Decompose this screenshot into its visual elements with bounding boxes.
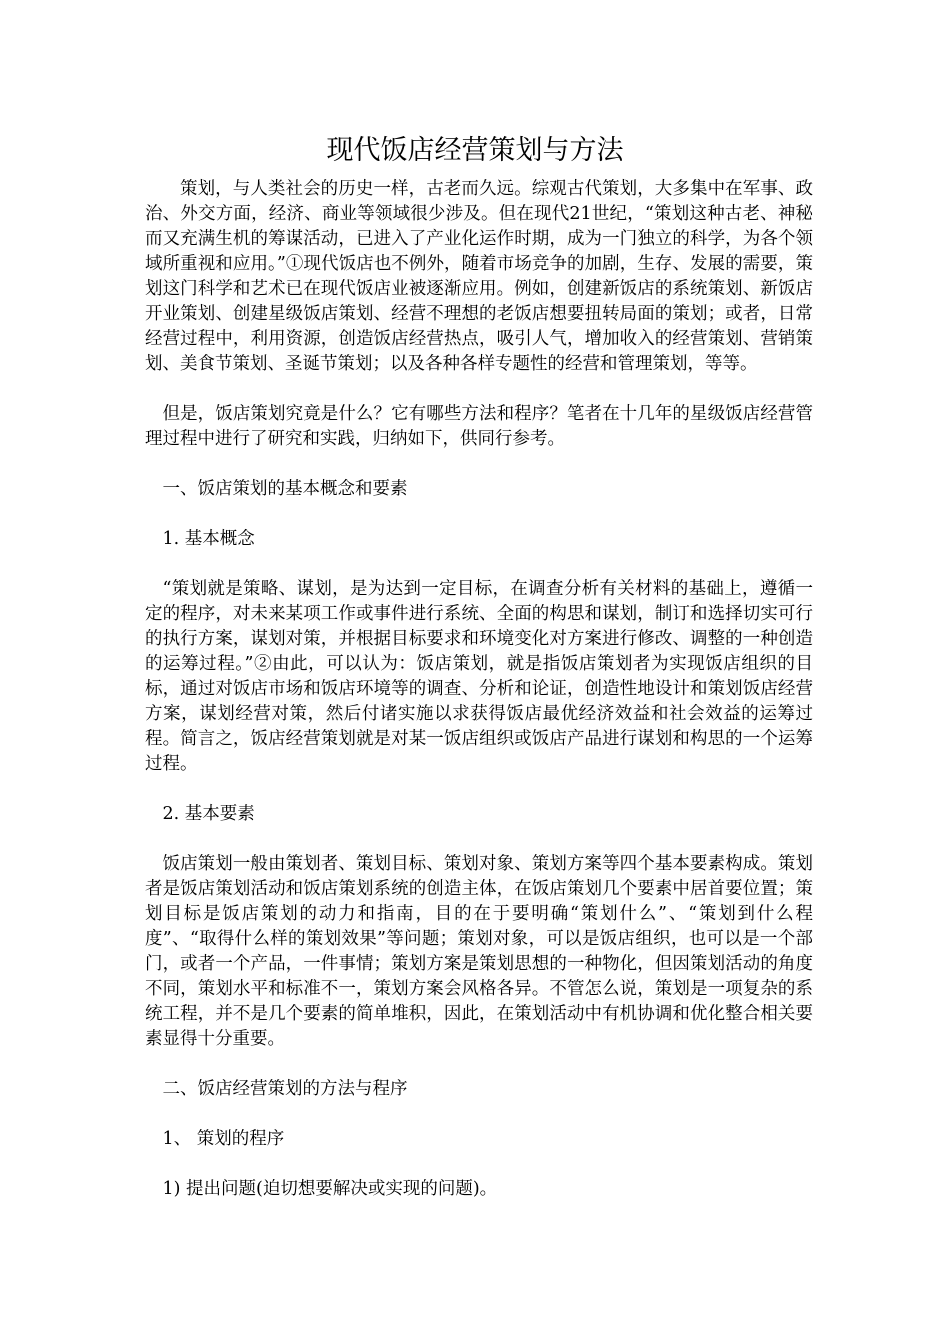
document-title: 现代饭店经营策划与方法 xyxy=(326,135,624,166)
paragraph-gap xyxy=(145,827,813,852)
paragraph-gap xyxy=(145,502,813,527)
section-heading-2: 二、饭店经营策划的方法与程序 xyxy=(162,1079,408,1099)
document-body xyxy=(145,177,813,1202)
paragraph-gap xyxy=(145,1152,813,1177)
subheading-basic-concept: 1. 基本概念 xyxy=(162,529,255,549)
subheading-procedure: 1、 策划的程序 xyxy=(162,1129,285,1149)
list-item-step-1: 1) 提出问题(迫切想要解决或实现的问题)。 xyxy=(162,1179,498,1199)
section-heading-1: 一、饭店策划的基本概念和要素 xyxy=(162,479,408,499)
paragraph-gap xyxy=(145,377,813,402)
paragraph-intro: 策划，与人类社会的历史一样，古老而久远。综观古代策划，大多集中在军事、政治、外交方面，经济、商业等领域很少涉及。但在现代21世纪，“策划这种古老、神秘而又充满生机的筹谋活动，已进入了产业化运作时期，成为一门独立的科学，为各个领域所重视和应用。”①现代饭店也不例外，随着市场竞争的加剧，生存、发展的需要，策划这门科学和艺术已在现代饭店业被逐渐应用。例如，创建新饭店的系统策划、新饭店开业策划、创建星级饭店策划、经营不理想的老饭店想要扭转局面的策划；或者，日常经营过程中，利用资源，创造饭店经营热点，吸引人气，增加收入的经营策划、营销策划、美食节策划、圣诞节策划；以及各种各样专题性的经营和管理策划，等等。 xyxy=(145,179,813,374)
paragraph-question: 但是，饭店策划究竟是什么？它有哪些方法和程序？笔者在十几年的星级饭店经营管理过程中进行了研究和实践，归纳如下，供同行参考。 xyxy=(145,404,813,449)
paragraph-concept: “策划就是策略、谋划，是为达到一定目标，在调查分析有关材料的基础上，遵循一定的程序，对未来某项工作或事件进行系统、全面的构思和谋划，制订和选择切实可行的执行方案，谋划对策，并根据目标要求和环境变化对方案进行修改、调整的一种创造的运筹过程。”②由此，可以认为：饭店策划，就是指饭店策划者为实现饭店组织的目标，通过对饭店市场和饭店环境等的调查、分析和论证，创造性地设计和策划饭店经营方案，谋划经营对策，然后付诸实施以求获得饭店最优经济效益和社会效益的运筹过程。简言之，饭店经营策划就是对某一饭店组织或饭店产品进行谋划和构思的一个运筹过程。 xyxy=(145,579,813,774)
paragraph-gap xyxy=(145,1052,813,1077)
paragraph-gap xyxy=(145,777,813,802)
paragraph-elements: 饭店策划一般由策划者、策划目标、策划对象、策划方案等四个基本要素构成。策划者是饭店策划活动和饭店策划系统的创造主体，在饭店策划几个要素中居首要位置；策划目标是饭店策划的动力和指南，目的在于要明确“策划什么”、“策划到什么程度”、“取得什么样的策划效果”等问题；策划对象，可以是饭店组织，也可以是一个部门，或者一个产品，一件事情；策划方案是策划思想的一种物化，但因策划活动的角度不同，策划水平和标准不一，策划方案会风格各异。不管怎么说，策划是一项复杂的系统工程，并不是几个要素的简单堆积，因此，在策划活动中有机协调和优化整合相关要素显得十分重要。 xyxy=(145,854,813,1049)
paragraph-gap xyxy=(145,1102,813,1127)
subheading-basic-elements: 2. 基本要素 xyxy=(162,804,255,824)
paragraph-gap xyxy=(145,452,813,477)
paragraph-gap xyxy=(145,552,813,577)
